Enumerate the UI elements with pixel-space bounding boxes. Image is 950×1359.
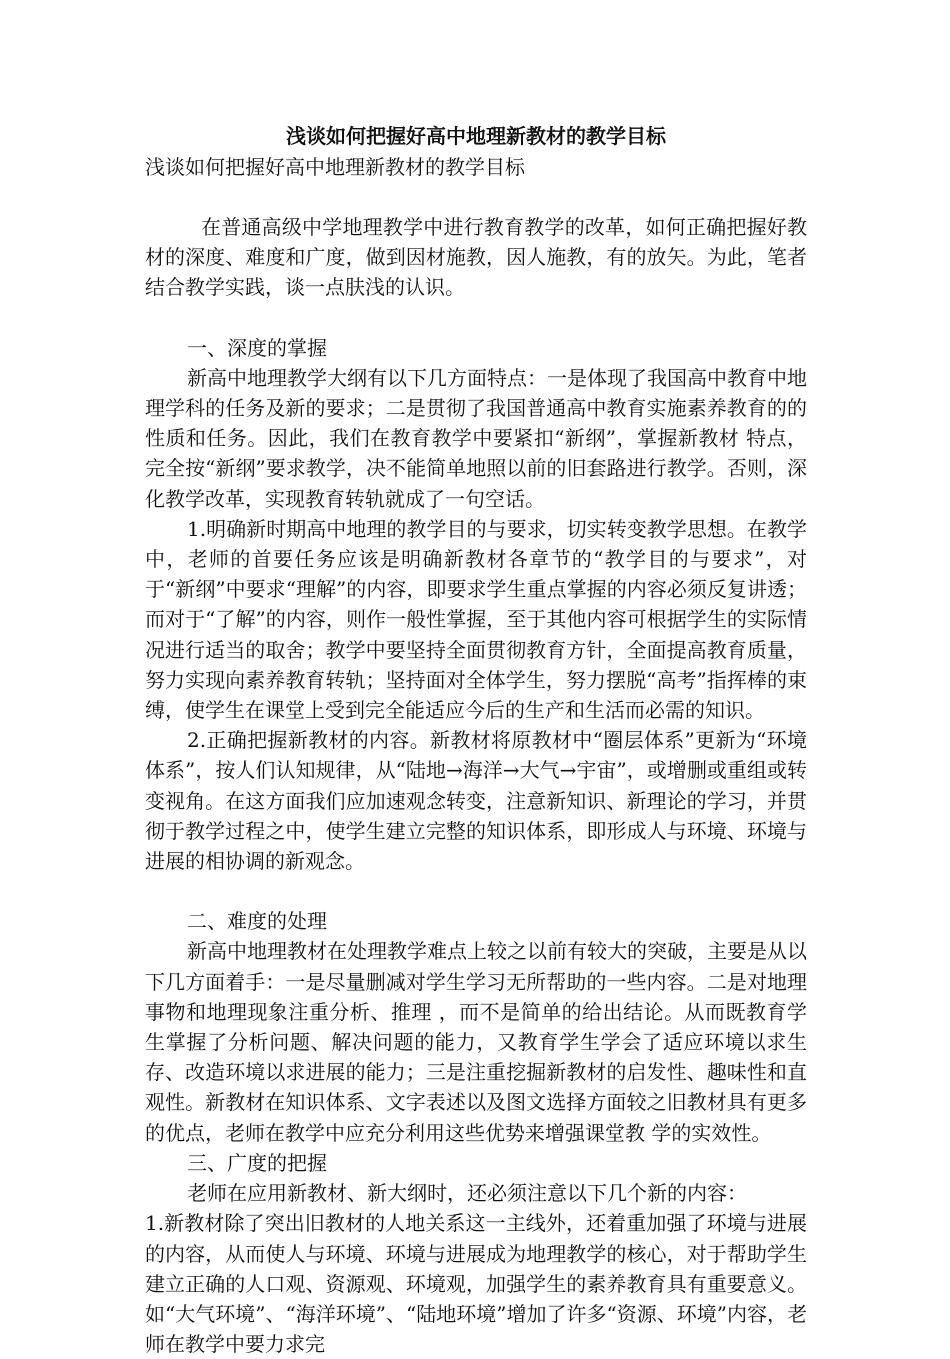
section-heading-breadth: 三、广度的把握 [187,1150,327,1175]
section-1-paragraph-3: 2.正确把握新教材的内容。新教材将原教材中“圈层体系”更新为“环境体系”，按人们认知规律，从“陆地→海洋→大气→宇宙”，或增删或重组或转变视角。在这方面我们应加速观念转变，注意新知识、新理论的学习，并贯彻于教学过程之中，使学生建立完整的知识体系，即形成人与环境、环境与进展的相协调的新观念。 [145,728,807,874]
section-heading-depth: 一、深度的掌握 [187,335,327,360]
section-1-paragraph-2: 1.明确新时期高中地理的教学目的与要求，切实转变教学思想。在教学中，老师的首要任务应该是明确新教材各章节的“教学目的与要求”，对于“新纲”中要求“理解”的内容，即要求学生重点掌握的内容必须反复讲透；而对于“了解”的内容，则作一般性掌握，至于其他内容可根据学生的实际情况进行适当的取舍；教学中要坚持全面贯彻教育方针，全面提高教育质量，努力实现向素养教育转轨；坚持面对全体学生，努力摆脱“高考”指挥棒的束缚，使学生在课堂上受到完全能适应今后的生产和生活而必需的知识。 [145,516,807,723]
intro-paragraph: 在普通高级中学地理教学中进行教育教学的改革，如何正确把握好教材的深度、难度和广度，做到因材施教，因人施教，有的放矢。为此，笔者结合教学实践，谈一点肤浅的认识。 [145,215,807,300]
section-1-paragraph-1: 新高中地理教学大纲有以下几方面特点：一是体现了我国高中教育中地理学科的任务及新的要求；二是贯彻了我国普通高中教育实施素养教育的的性质和任务。因此，我们在教育教学中要紧扣“新纲”，掌握新教材 特点，完全按“新纲”要求教学，决不能简单地照以前的旧套路进行教学。否则，深化教学改革，实现教育转轨就成了一句空话。 [145,365,807,511]
section-3-paragraph-1: 老师在应用新教材、新大纲时，还必须注意以下几个新的内容： [187,1181,747,1206]
section-2-paragraph-1: 新高中地理教材在处理教学难点上较之以前有较大的突破，主要是从以下几方面着手：一是尽量删减对学生学习无所帮助的一些内容。二是对地理事物和地理现象注重分析、推理 ，而不是简单的给出结论。从而既教育学生掌握了分析问题、解决问题的能力，又教育学生学会了适应环境以求生存、改造环境以求进展的能力；三是注重挖掘新教材的启发性、趣味性和直观性。新教材在知识体系、文字表述以及图文选择方面较之旧教材具有更多的优点，老师在教学中应充分利用这些优势来增强课堂教 学的实效性。 [145,939,807,1145]
section-3-paragraph-2: 1.新教材除了突出旧教材的人地关系这一主线外，还着重加强了环境与进展的内容，从而使人与环境、环境与进展成为地理教学的核心，对于帮助学生建立正确的人口观、资源观、环境观，加强学生的素养教育具有重要意义。如“大气环境”、“海洋环境”、“陆地环境”增加了许多“资源、环境”内容，老师在教学中要力求完 [145,1211,807,1357]
document-title: 浅谈如何把握好高中地理新教材的教学目标 [286,124,666,148]
section-heading-difficulty: 二、难度的处理 [187,909,327,934]
document-page [145,120,807,1359]
document-subtitle: 浅谈如何把握好高中地理新教材的教学目标 [145,155,525,179]
